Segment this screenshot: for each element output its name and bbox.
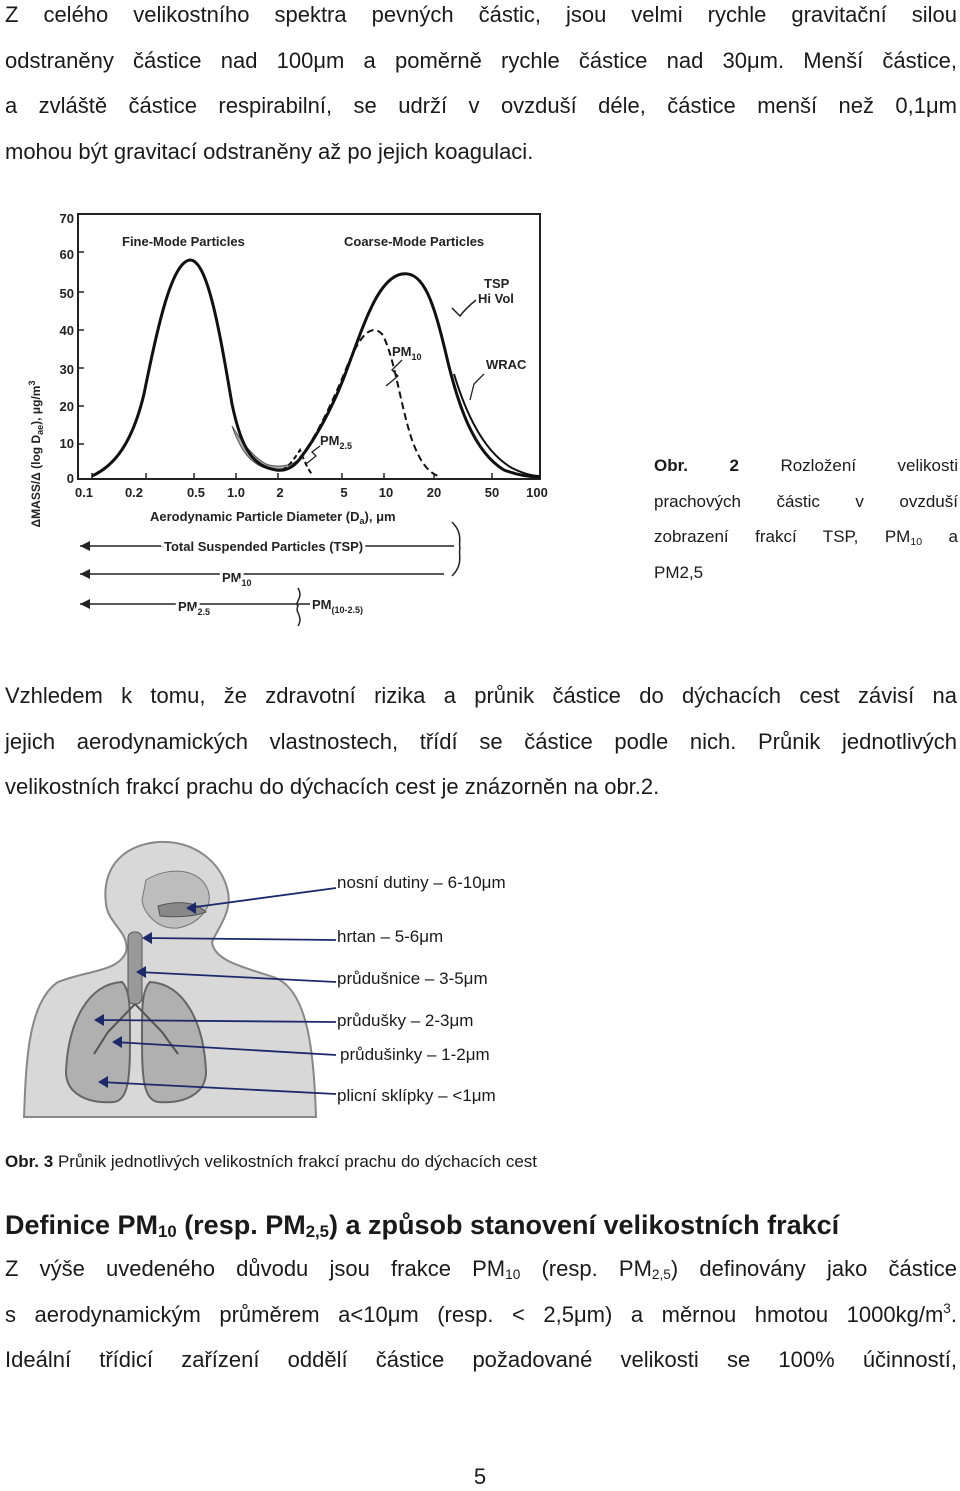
tsp-arrow-label: Total Suspended Particles (TSP) bbox=[164, 539, 364, 554]
figure-3-caption bbox=[5, 1152, 537, 1172]
caption-sub: 10 bbox=[910, 536, 923, 548]
figure-2-caption bbox=[654, 448, 958, 590]
x-tick: 0.5 bbox=[186, 485, 206, 500]
text-line: Ideální třídicí zařízení oddělí částice požadované velikosti se 100% účinností, bbox=[5, 1347, 957, 1372]
y-tick: 30 bbox=[59, 362, 74, 377]
x-tick: 100 bbox=[526, 485, 548, 500]
pm25-label: $PM_{2.5}$ bbox=[320, 433, 353, 451]
tsp-label: TSP bbox=[484, 276, 510, 291]
label-trachea: průdušnice – 3-5μm bbox=[337, 969, 488, 988]
section-heading: Definice $PM_{10}$ (resp. $PM_{2,5}$) a způsob stanovení velikostních frakcí bbox=[5, 1210, 840, 1241]
pm25-arrow-label: $PM_{2.5}$ bbox=[178, 599, 211, 617]
text-line: a zvláště částice respirabilní, se udrží v ovzduší déle, částice menší než 0,1μm bbox=[5, 93, 957, 118]
x-axis-label: Aerodynamic Particle Diameter $(D_a)$, μm bbox=[150, 509, 396, 526]
text-line: Z výše uvedeného důvodu jsou frakce $PM_{10}$ (resp. $PM_{2,5}$) definovány jako částice bbox=[5, 1256, 957, 1282]
plot-frame bbox=[78, 214, 540, 479]
definition-paragraph bbox=[5, 1246, 957, 1383]
y-tick: 0 bbox=[66, 471, 74, 486]
text-line: s aerodynamickým průměrem a<10μm (resp. < 2,5μm) a měrnou hmotou $1000kg/m^3$. bbox=[5, 1300, 957, 1327]
text-line: Z celého velikostního spektra pevných částic, jsou velmi rychle gravitační silou bbox=[5, 2, 957, 27]
fine-mode-label: Fine-Mode Particles bbox=[122, 234, 245, 249]
label-bronchioles: průdušinky – 1-2μm bbox=[340, 1045, 490, 1064]
pm10-label: $PM_{10}$ bbox=[392, 344, 422, 362]
page-number: 5 bbox=[473, 1464, 487, 1489]
x-tick: 0.1 bbox=[74, 485, 94, 500]
text-line: Vzhledem k tomu, že zdravotní rizika a průnik částice do dýchacích cest závisí na bbox=[5, 683, 957, 708]
caption-text: zobrazení frakcí TSP, PM bbox=[654, 527, 911, 546]
label-nasal-cavity: nosní dutiny – 6-10μm bbox=[337, 873, 506, 892]
particle-size-distribution-figure bbox=[14, 204, 554, 640]
respiratory-paragraph bbox=[5, 673, 957, 810]
respiratory-tract-figure bbox=[18, 832, 338, 1122]
y-tick: 50 bbox=[59, 286, 74, 301]
caption-label: Obr. bbox=[654, 456, 689, 475]
y-tick: 10 bbox=[59, 436, 74, 451]
x-tick: 0.2 bbox=[124, 485, 144, 500]
caption-label: Obr. bbox=[5, 1152, 40, 1171]
x-tick: 10 bbox=[378, 485, 394, 500]
x-tick: 1.0 bbox=[226, 485, 246, 500]
intro-paragraph bbox=[5, 0, 957, 174]
coarse-mode-label: Coarse-Mode Particles bbox=[344, 234, 485, 249]
y-tick: 40 bbox=[59, 323, 74, 338]
y-axis-label: ΔMASS/Δ (log $D_{ae}$), $\mu g/m^3$ bbox=[27, 380, 45, 528]
text-line: odstraněny částice nad 100μm a poměrně rychle částice nad 30μm. Menší částice, bbox=[5, 47, 957, 73]
pm10-arrow-label: $PM_{10}$ bbox=[222, 570, 252, 588]
text-line: jejich aerodynamických vlastnostech, třídí se částice podle nich. Průnik jednotlivých bbox=[5, 728, 957, 754]
label-bronchi: průdušky – 2-3μm bbox=[337, 1011, 474, 1030]
y-tick: 60 bbox=[59, 247, 74, 262]
y-tick: 70 bbox=[59, 211, 74, 226]
x-tick: 50 bbox=[484, 485, 500, 500]
text-line: velikostních frakcí prachu do dýchacích cest je znázorněn na obr.2. bbox=[5, 774, 660, 799]
x-tick: 2 bbox=[276, 485, 284, 500]
caption-number: 2 bbox=[729, 456, 739, 475]
caption-text: a bbox=[948, 527, 958, 546]
fine-mode-curve bbox=[92, 260, 302, 476]
label-alveoli: plicní sklípky – <1μm bbox=[337, 1086, 496, 1105]
pm-coarse-arrow-label: $PM_{(10-2.5)}$ bbox=[312, 597, 364, 615]
x-tick: 20 bbox=[426, 485, 442, 500]
caption-text: PM2,5 bbox=[654, 562, 704, 582]
trachea bbox=[128, 932, 142, 1004]
caption-text: prachových částic v ovzduší bbox=[654, 491, 958, 511]
hivol-label: Hi Vol bbox=[478, 291, 514, 306]
wrac-label: WRAC bbox=[486, 357, 527, 372]
text-line: mohou být gravitací odstraněny až po jejich koagulaci. bbox=[5, 138, 534, 164]
caption-text: Rozložení velikosti bbox=[780, 456, 958, 475]
y-tick: 20 bbox=[59, 399, 74, 414]
x-tick: 5 bbox=[340, 485, 348, 500]
caption-number: 3 bbox=[43, 1152, 54, 1171]
label-larynx: hrtan – 5-6μm bbox=[337, 927, 444, 946]
caption-text: Průnik jednotlivých velikostních frakcí prachu do dýchacích cest bbox=[57, 1152, 538, 1171]
